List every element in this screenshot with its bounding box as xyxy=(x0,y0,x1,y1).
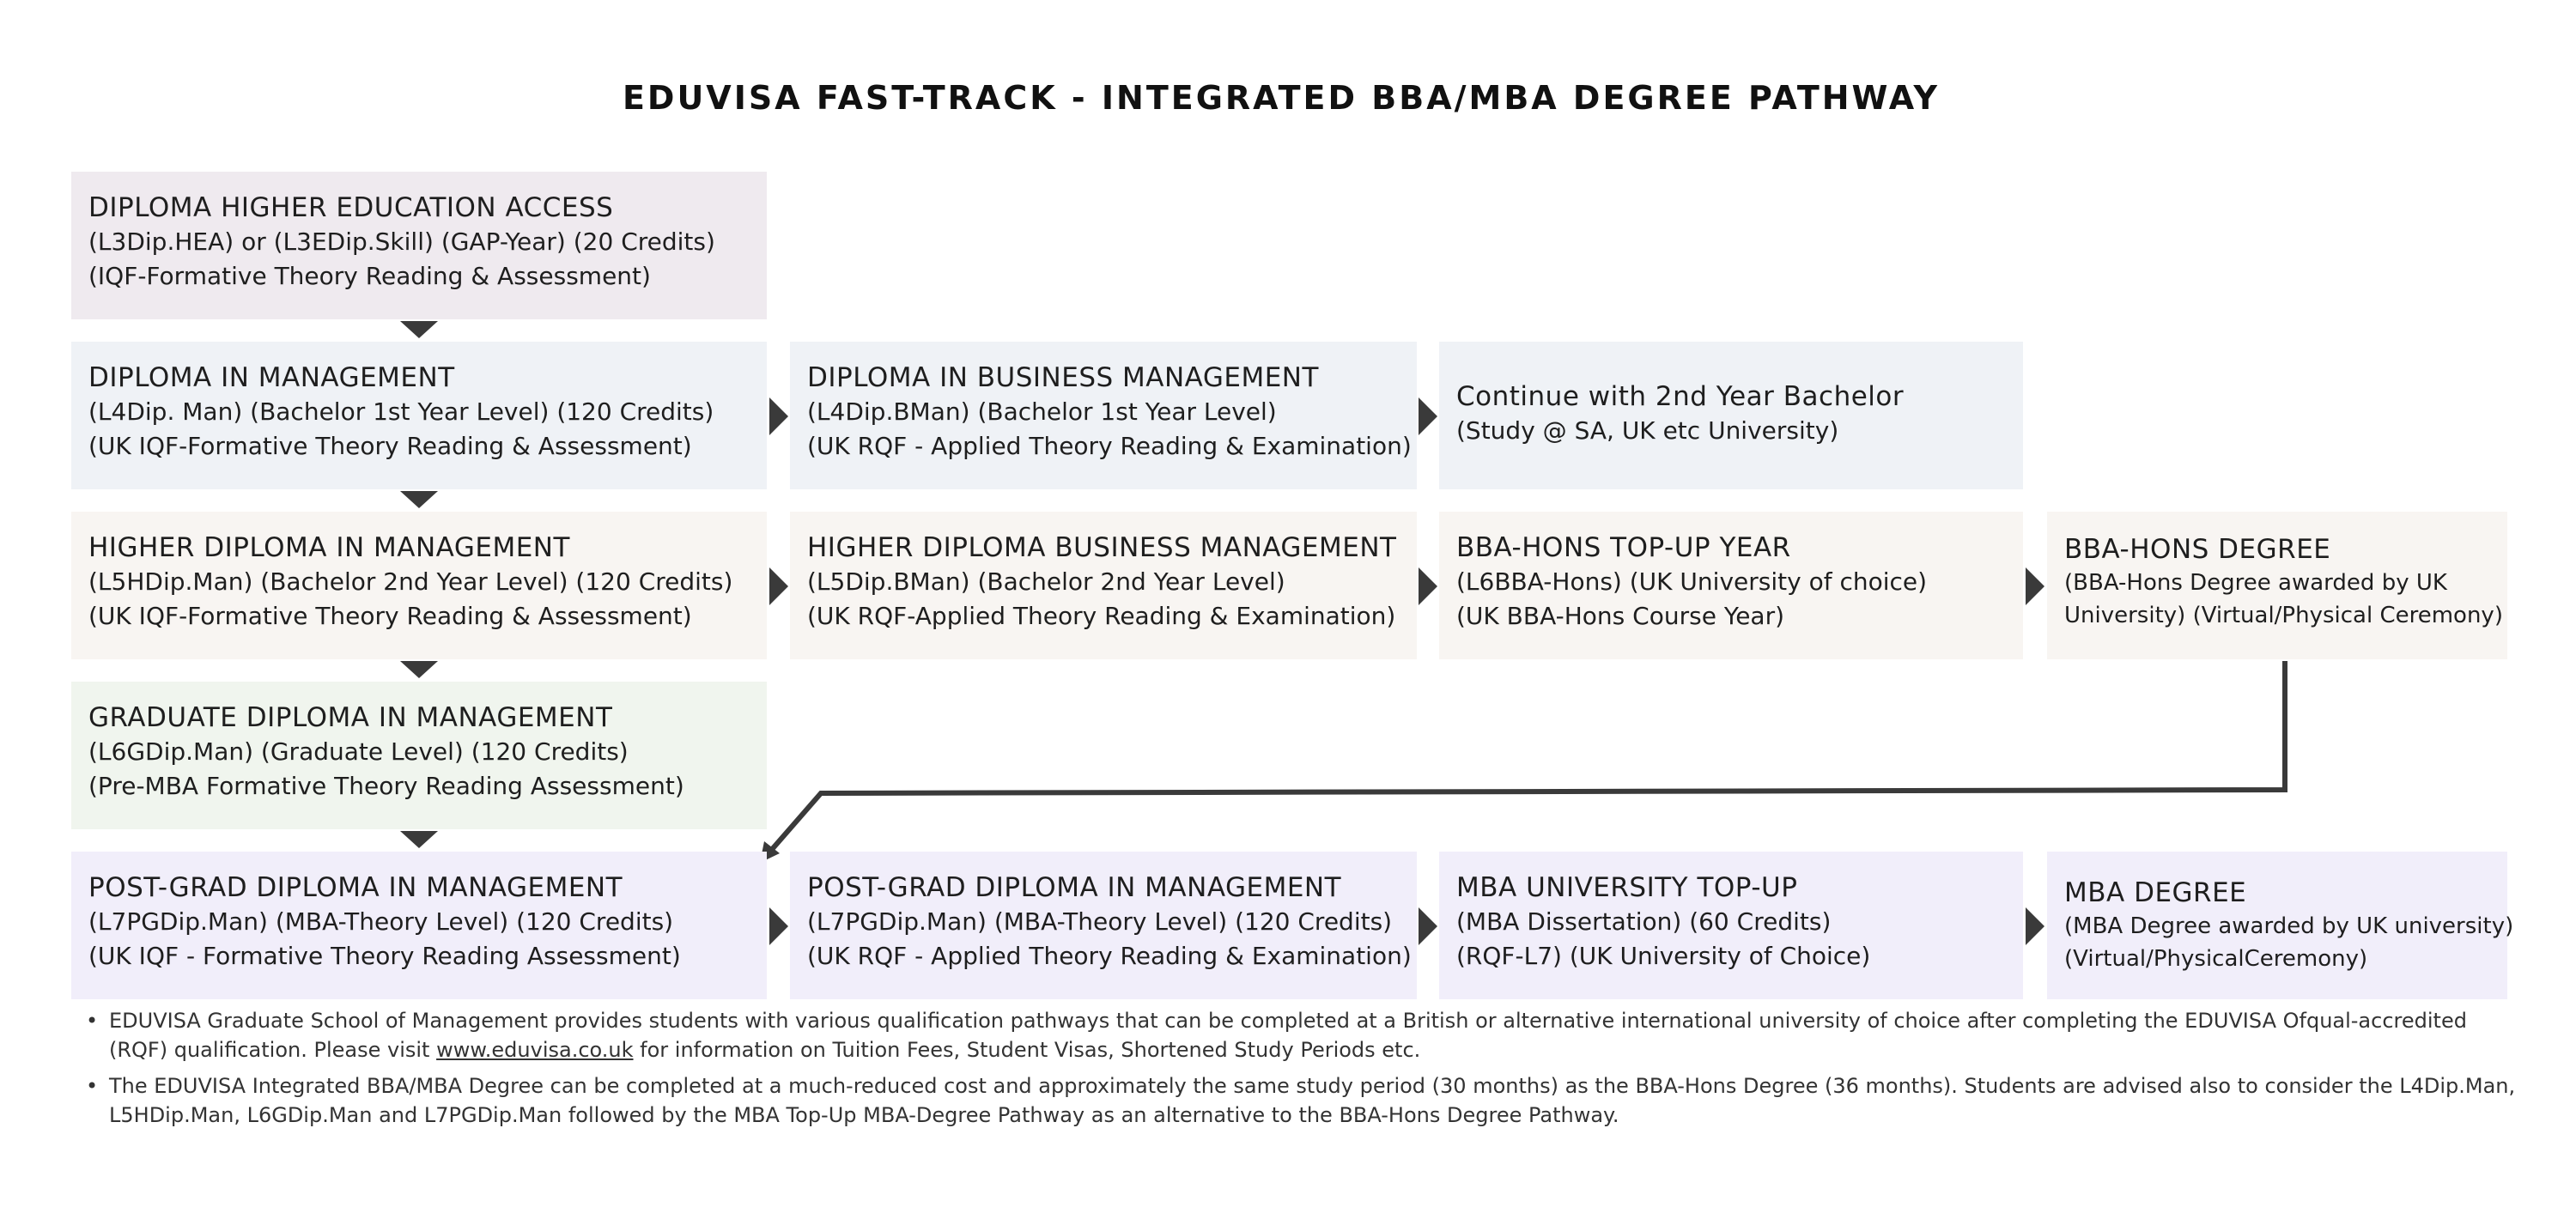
footnote-text: Please visit xyxy=(313,1038,430,1062)
footnote-text: EDUVISA Graduate School of Management provides students with various qualification pathways that can be completed at a British or alternative international university of choice after completing the EDUVISA Ofqual-accredited (RQF) qualification. xyxy=(109,1009,2467,1062)
box-detail: University) (Virtual/Physical Ceremony) xyxy=(2064,603,2503,628)
box-heading: POST-GRAD DIPLOMA IN MANAGEMENT xyxy=(88,872,623,903)
box-heading: DIPLOMA IN BUSINESS MANAGEMENT xyxy=(807,362,1319,393)
box-detail: (Study @ SA, UK etc University) xyxy=(1456,416,1839,445)
box-heading: HIGHER DIPLOMA IN MANAGEMENT xyxy=(88,532,570,563)
box-detail: (BBA-Hons Degree awarded by UK xyxy=(2064,570,2447,596)
box-heading: DIPLOMA IN MANAGEMENT xyxy=(88,362,455,393)
arrow-right-icon xyxy=(1419,907,1437,945)
box-heading: Continue with 2nd Year Bachelor xyxy=(1456,381,1905,412)
box-heading: BBA-HONS DEGREE xyxy=(2064,534,2331,565)
box-detail: (L7PGDip.Man) (MBA-Theory Level) (120 Credits) xyxy=(807,907,1393,936)
box-detail: (L6GDip.Man) (Graduate Level) (120 Credits) xyxy=(88,737,629,766)
box-heading: HIGHER DIPLOMA BUSINESS MANAGEMENT xyxy=(807,532,1397,563)
post-grad-diploma-rqf-box xyxy=(790,852,1417,999)
box-detail: (MBA Dissertation) (60 Credits) xyxy=(1456,907,1832,936)
footnote-text: The EDUVISA Integrated BBA/MBA Degree can be completed at a much-reduced cost and approximately the same study period (30 months) as the BBA-Hons Degree (36 months). Students are advised also to consider the L4Dip.Man, L5HDip.Man, L6GDip.Man and L7PGDip.Man followed by the MBA Top-Up MBA-Degree Pathway as an alternative to the BBA-Hons Degree Pathway. xyxy=(109,1074,2516,1127)
mba-degree-box xyxy=(2047,852,2514,999)
box-detail: (UK RQF-Applied Theory Reading & Examination) xyxy=(807,602,1396,630)
box-heading: MBA DEGREE xyxy=(2064,877,2247,908)
box-heading: POST-GRAD DIPLOMA IN MANAGEMENT xyxy=(807,872,1342,903)
post-grad-diploma-iqf-box xyxy=(71,852,767,999)
box-detail: (L5Dip.BMan) (Bachelor 2nd Year Level) xyxy=(807,567,1285,596)
box-detail: (UK RQF - Applied Theory Reading & Examination) xyxy=(807,942,1412,970)
eduvisa-website-link[interactable]: www.eduvisa.co.uk xyxy=(436,1038,634,1062)
box-detail: (L5HDip.Man) (Bachelor 2nd Year Level) (120 Credits) xyxy=(88,567,733,596)
box-heading: DIPLOMA HIGHER EDUCATION ACCESS xyxy=(88,192,614,223)
box-detail: (L3Dip.HEA) or (L3EDip.Skill) (GAP-Year) (20 Credits) xyxy=(88,227,715,256)
box-detail: (Pre-MBA Formative Theory Reading Assessment) xyxy=(88,772,684,800)
box-detail: (Virtual/PhysicalCeremony) xyxy=(2064,946,2368,972)
box-detail: (UK IQF - Formative Theory Reading Assessment) xyxy=(88,942,681,970)
box-detail: (L4Dip. Man) (Bachelor 1st Year Level) (120 Credits) xyxy=(88,397,714,426)
mba-university-top-up-box xyxy=(1439,852,2023,999)
footnote-item xyxy=(86,1071,2524,1130)
box-detail: (RQF-L7) (UK University of Choice) xyxy=(1456,942,1871,970)
box-heading: BBA-HONS TOP-UP YEAR xyxy=(1456,532,1791,563)
footnote-item xyxy=(86,1006,2524,1064)
box-detail: (IQF-Formative Theory Reading & Assessment) xyxy=(88,262,651,290)
box-detail: (UK IQF-Formative Theory Reading & Assessment) xyxy=(88,602,692,630)
box-detail: (UK RQF - Applied Theory Reading & Examination) xyxy=(807,432,1412,460)
box-heading: MBA UNIVERSITY TOP-UP xyxy=(1456,872,1798,903)
bullet-icon: • xyxy=(86,1074,99,1098)
box-detail: (L7PGDip.Man) (MBA-Theory Level) (120 Credits) xyxy=(88,907,674,936)
box-heading: GRADUATE DIPLOMA IN MANAGEMENT xyxy=(88,702,613,733)
box-detail: (L4Dip.BMan) (Bachelor 1st Year Level) xyxy=(807,397,1277,426)
bullet-icon: • xyxy=(86,1009,99,1033)
box-detail: (UK BBA-Hons Course Year) xyxy=(1456,602,1785,630)
box-detail: (L6BBA-Hons) (UK University of choice) xyxy=(1456,567,1928,596)
footnotes xyxy=(86,1006,2524,1137)
arrow-right-icon xyxy=(769,907,788,945)
box-detail: (MBA Degree awarded by UK university) xyxy=(2064,913,2514,939)
box-detail: (UK IQF-Formative Theory Reading & Assessment) xyxy=(88,432,692,460)
arrow-right-icon xyxy=(2026,907,2044,945)
page-title: EDUVISA FAST-TRACK - INTEGRATED BBA/MBA DEGREE PATHWAY xyxy=(622,79,1941,117)
connector-line xyxy=(769,661,2285,853)
footnote-text: for information on Tuition Fees, Student Visas, Shortened Study Periods etc. xyxy=(640,1038,1421,1062)
